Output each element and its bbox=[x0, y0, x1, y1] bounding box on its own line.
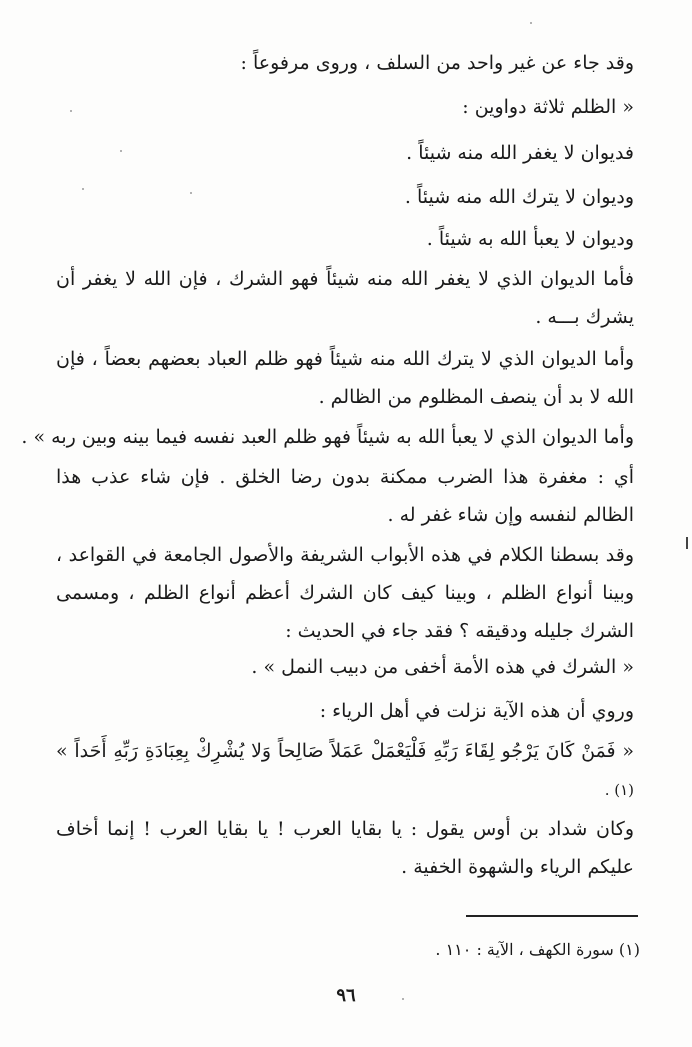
scan-speck bbox=[190, 192, 192, 194]
footnote: (١) سورة الكهف ، الآية : ١١٠ . bbox=[435, 940, 640, 959]
paragraph-4: وقد بسطنا الكلام في هذه الأبواب الشريفة والأصول الجامعة في القواعد ، وبينا أنواع الظلم ، وبينا كيف كان الشرك أعظم أنواع الظلم ، ومسمى الشرك جليله ودقيقه ؟ فقد جاء في الحديث : bbox=[56, 544, 634, 642]
paragraph-5: وكان شداد بن أوس يقول : يا بقايا العرب ! يا بقايا العرب ! إنما أخاف عليكم الرياء والشهوة الخفية . bbox=[56, 818, 634, 878]
footnote-separator bbox=[466, 915, 638, 917]
paragraph-1: فأما الديوان الذي لا يغفر الله منه شيئاً فهو الشرك ، فإن الله لا يغفر أن يشرك بـــه . bbox=[56, 268, 634, 328]
verse-text: « فَمَنْ كَانَ يَرْجُو لِقَاءَ رَبِّهِ فَلْيَعْمَلْ عَمَلاً صَالِحاً وَلا يُشْرِكْ بِعِبَادَةِ رَبِّهِ أَحَداً » bbox=[56, 740, 634, 762]
paragraph-3: أي : مغفرة هذا الضرب ممكنة بدون رضا الخلق . فإن شاء عذب هذا الظالم لنفسه وإن شاء غفر له . bbox=[56, 466, 634, 526]
text-line-2: « الظلم ثلاثة دواوين : bbox=[462, 96, 634, 118]
text-line-3: فديوان لا يغفر الله منه شيئاً . bbox=[406, 142, 634, 164]
scan-speck bbox=[70, 110, 72, 112]
footnote-reference: (١) . bbox=[604, 781, 634, 799]
scan-speck bbox=[402, 998, 404, 1000]
margin-mark bbox=[686, 537, 688, 549]
text-line-8: وروي أن هذه الآية نزلت في أهل الرياء : bbox=[319, 700, 634, 722]
scan-speck bbox=[530, 22, 532, 24]
page-number: ٩٦ bbox=[336, 985, 356, 1006]
scan-speck bbox=[120, 150, 122, 152]
text-line-6: وأما الديوان الذي لا يعبأ الله به شيئاً فهو ظلم العبد نفسه فيما بينه وبين ربه » . bbox=[21, 426, 634, 448]
text-line-1: وقد جاء عن غير واحد من السلف ، وروى مرفوعاً : bbox=[240, 52, 634, 74]
text-line-4: وديوان لا يترك الله منه شيئاً . bbox=[404, 186, 634, 208]
scan-speck bbox=[82, 188, 84, 190]
text-line-5: وديوان لا يعبأ الله به شيئاً . bbox=[426, 228, 634, 250]
text-line-7: « الشرك في هذه الأمة أخفى من دبيب النمل » . bbox=[251, 656, 634, 678]
paragraph-2: وأما الديوان الذي لا يترك الله منه شيئاً فهو ظلم العباد بعضهم بعضاً ، فإن الله لا بد أن ينصف المظلوم من الظالم . bbox=[56, 348, 634, 408]
quranic-verse bbox=[56, 732, 634, 809]
